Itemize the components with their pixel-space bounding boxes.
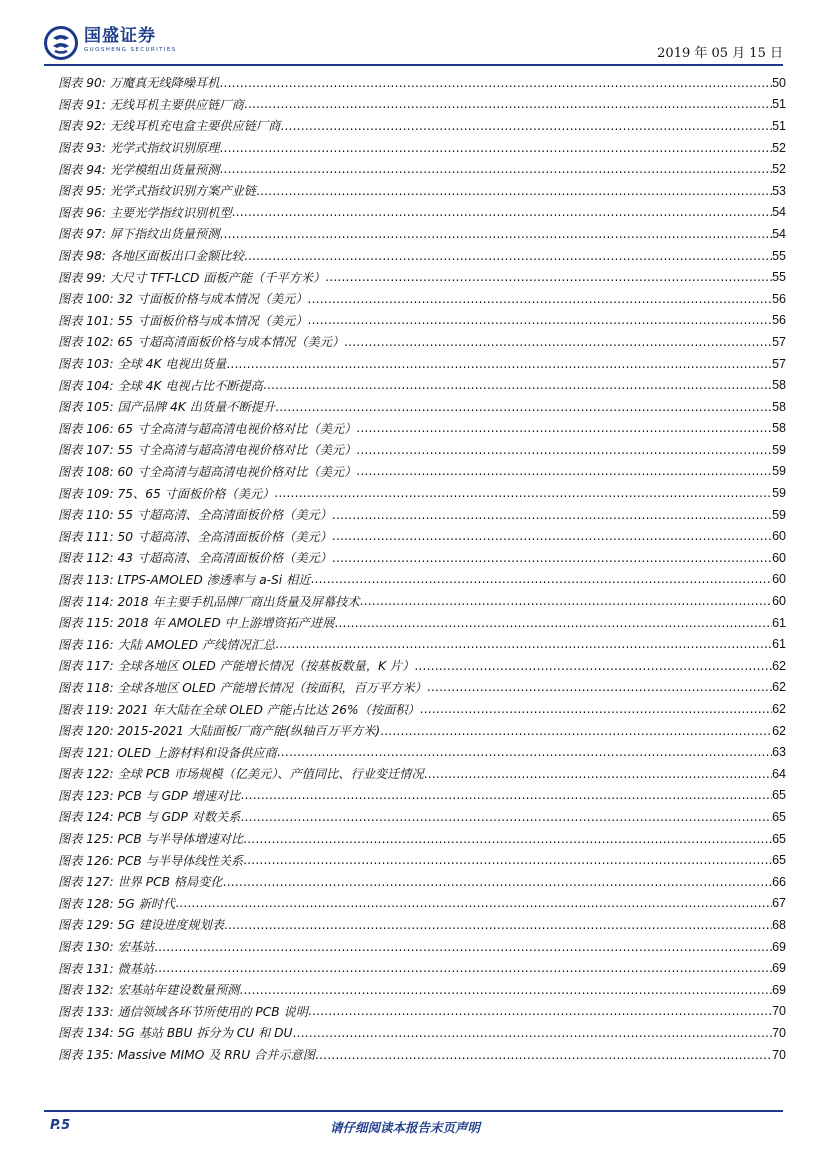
figure-title: 全球 4K 电视占比不断提高 [117, 378, 263, 393]
dot-leader [315, 1048, 772, 1062]
figure-label: 图表 132: [58, 983, 114, 998]
page-ref: 60 [772, 594, 786, 609]
logo-name-en: GUOSHENG SECURITIES [84, 47, 177, 53]
dot-leader [277, 745, 772, 759]
toc-entry[interactable] [58, 655, 786, 677]
dot-leader [224, 918, 772, 932]
figure-title: 大陆 AMOLED 产线情况汇总 [117, 637, 276, 652]
dot-leader [344, 335, 772, 349]
page-ref: 69 [772, 939, 786, 954]
page-ref: 70 [772, 1047, 786, 1062]
page-ref: 60 [772, 550, 786, 565]
dot-leader [310, 572, 772, 586]
toc-entry[interactable] [58, 115, 786, 137]
dot-leader [244, 249, 772, 263]
page-ref: 61 [772, 615, 786, 630]
figure-title: 无线耳机主要供应链厂商 [109, 97, 244, 112]
dot-leader [219, 162, 772, 176]
page-ref: 62 [772, 723, 786, 738]
dot-leader [240, 810, 772, 824]
toc-entry[interactable] [58, 1001, 786, 1023]
figure-label: 图表 101: [58, 313, 114, 328]
dot-leader [274, 486, 772, 500]
figure-label: 图表 128: [58, 896, 114, 911]
toc-entry[interactable] [58, 396, 786, 418]
dot-leader [275, 400, 772, 414]
dot-leader [414, 659, 772, 673]
dot-leader [280, 119, 772, 133]
dot-leader [308, 313, 773, 327]
figure-title: 大尺寸 TFT-LCD 面板产能（千平方米） [109, 270, 326, 285]
toc-entry[interactable] [58, 72, 786, 94]
figure-label: 图表 129: [58, 918, 114, 933]
figure-title: 万魔真无线降噪耳机 [109, 76, 220, 91]
dot-leader [154, 940, 772, 954]
figure-label: 图表 115: [58, 616, 114, 631]
page-ref: 54 [772, 226, 786, 241]
figure-label: 图表 97: [58, 227, 106, 242]
page-ref: 62 [772, 702, 786, 717]
toc-entry[interactable] [58, 871, 786, 893]
page-ref: 59 [772, 486, 786, 501]
figure-label: 图表 98: [58, 249, 106, 264]
figure-title: 微基站 [117, 961, 155, 976]
figure-label: 图表 100: [58, 292, 114, 307]
figure-title: 各地区面板出口金额比较 [109, 249, 244, 264]
figure-label: 图表 122: [58, 767, 114, 782]
toc-entry[interactable] [58, 677, 786, 699]
page-ref: 65 [772, 853, 786, 868]
page-ref: 62 [772, 680, 786, 695]
figure-label: 图表 116: [58, 637, 114, 652]
toc-entry[interactable] [58, 288, 786, 310]
page-ref: 65 [772, 809, 786, 824]
figure-label: 图表 133: [58, 1004, 114, 1019]
toc-entry[interactable] [58, 525, 786, 547]
page-ref: 70 [772, 1025, 786, 1040]
dot-leader [332, 529, 772, 543]
toc-entry[interactable] [58, 806, 786, 828]
dot-leader [427, 680, 772, 694]
toc-entry[interactable] [58, 547, 786, 569]
toc-entry[interactable] [58, 893, 786, 915]
figure-title: 60 寸全高清与超高清电视价格对比（美元） [117, 464, 357, 479]
figure-label: 图表 118: [58, 680, 114, 695]
figure-label: 图表 102: [58, 335, 114, 350]
page-ref: 50 [772, 75, 786, 90]
page-header [44, 22, 783, 66]
dot-leader [219, 76, 772, 90]
dot-leader [263, 378, 772, 392]
dot-leader [424, 767, 772, 781]
toc-entry[interactable] [58, 633, 786, 655]
dot-leader [308, 1004, 772, 1018]
figure-title: 5G 基站 BBU 拆分为 CU 和 DU [117, 1026, 293, 1041]
figure-label: 图表 114: [58, 594, 114, 609]
figure-title: 32 寸面板价格与成本情况（美元） [117, 292, 308, 307]
dot-leader [275, 637, 772, 651]
figure-title: 全球各地区 OLED 产能增长情况（按基板数量，K 片） [117, 659, 415, 674]
page-ref: 53 [772, 183, 786, 198]
figure-title: PCB 与半导体线性关系 [117, 853, 244, 868]
dot-leader [360, 594, 773, 608]
toc-entry[interactable] [58, 94, 786, 116]
toc-entry[interactable] [58, 612, 786, 634]
dot-leader [240, 788, 772, 802]
figure-label: 图表 112: [58, 551, 114, 566]
dot-leader [243, 853, 772, 867]
logo-name-cn: 国盛证券 [84, 26, 156, 46]
figure-label: 图表 123: [58, 788, 114, 803]
figure-title: LTPS-AMOLED 渗透率与 a-Si 相近 [117, 572, 311, 587]
figure-label: 图表 108: [58, 464, 114, 479]
toc-entry[interactable] [58, 828, 786, 850]
dot-leader [232, 205, 772, 219]
page-ref: 59 [772, 464, 786, 479]
page-ref: 56 [772, 313, 786, 328]
dot-leader [154, 961, 772, 975]
toc-entry[interactable] [58, 1044, 786, 1066]
toc-entry[interactable] [58, 914, 786, 936]
figure-label: 图表 99: [58, 270, 106, 285]
figure-title: 55 寸面板价格与成本情况（美元） [117, 313, 308, 328]
figure-title: 宏基站年建设数量预测 [117, 983, 240, 998]
figure-title: 屏下指纹出货量预测 [109, 227, 220, 242]
page-ref: 63 [772, 745, 786, 760]
figure-title: OLED 上游材料和设备供应商 [117, 745, 277, 760]
disclaimer-note: 请仔细阅读本报告末页声明 [330, 1120, 481, 1135]
toc-entry[interactable] [58, 698, 786, 720]
dot-leader [334, 616, 772, 630]
page-ref: 64 [772, 766, 786, 781]
toc-entry[interactable] [58, 763, 786, 785]
figure-title: 2018 年主要手机品牌厂商出货量及屏幕技术 [117, 594, 360, 609]
figure-label: 图表 126: [58, 853, 114, 868]
page-ref: 65 [772, 831, 786, 846]
page-ref: 60 [772, 572, 786, 587]
page-ref: 66 [772, 874, 786, 889]
page-ref: 59 [772, 507, 786, 522]
toc-entry[interactable] [58, 569, 786, 591]
figure-title: 5G 新时代 [117, 896, 176, 911]
toc-entry[interactable] [58, 504, 786, 526]
page-ref: 70 [772, 1004, 786, 1019]
page-ref: 65 [772, 788, 786, 803]
toc-entry[interactable] [58, 158, 786, 180]
toc-entry[interactable] [58, 741, 786, 763]
figure-label: 图表 119: [58, 702, 114, 717]
dot-leader [356, 443, 772, 457]
figure-title: 50 寸超高清、全高清面板价格（美元） [117, 529, 332, 544]
figure-list [58, 72, 786, 1065]
dot-leader [356, 464, 772, 478]
figure-title: 国产品牌 4K 出货量不断提升 [117, 400, 276, 415]
toc-entry[interactable] [58, 245, 786, 267]
dot-leader [219, 227, 772, 241]
toc-entry[interactable] [58, 785, 786, 807]
figure-title: 5G 建设进度规划表 [117, 918, 224, 933]
figure-label: 图表 125: [58, 832, 114, 847]
figure-label: 图表 106: [58, 421, 114, 436]
dot-leader [239, 983, 772, 997]
dot-leader [308, 292, 773, 306]
toc-entry[interactable] [58, 979, 786, 1001]
page-ref: 67 [772, 896, 786, 911]
dot-leader [332, 551, 772, 565]
figure-label: 图表 107: [58, 443, 114, 458]
figure-title: 光学式指纹识别原理 [109, 141, 220, 156]
toc-entry[interactable] [58, 418, 786, 440]
toc-entry[interactable] [58, 331, 786, 353]
dot-leader [219, 141, 772, 155]
figure-label: 图表 117: [58, 659, 114, 674]
figure-label: 图表 109: [58, 486, 114, 501]
toc-entry[interactable] [58, 461, 786, 483]
figure-title: 世界 PCB 格局变化 [117, 875, 223, 890]
figure-title: PCB 与 GDP 增速对比 [117, 788, 241, 803]
header-divider [44, 64, 783, 66]
logo-text [84, 26, 177, 54]
toc-entry[interactable] [58, 180, 786, 202]
figure-title: 全球各地区 OLED 产能增长情况（按面积，百万平方米） [117, 680, 427, 695]
figure-title: 主要光学指纹识别机型 [109, 205, 232, 220]
dot-leader [226, 357, 772, 371]
page-ref: 52 [772, 162, 786, 177]
toc-entry[interactable] [58, 590, 786, 612]
toc-entry[interactable] [58, 374, 786, 396]
figure-title: PCB 与 GDP 对数关系 [117, 810, 241, 825]
page-ref: 62 [772, 658, 786, 673]
figure-label: 图表 124: [58, 810, 114, 825]
figure-label: 图表 105: [58, 400, 114, 415]
figure-label: 图表 95: [58, 184, 106, 199]
figure-label: 图表 120: [58, 724, 114, 739]
figure-label: 图表 130: [58, 940, 114, 955]
dot-leader [292, 1026, 772, 1040]
figure-label: 图表 91: [58, 97, 106, 112]
page-ref: 54 [772, 205, 786, 220]
figure-label: 图表 90: [58, 76, 106, 91]
dot-leader [175, 896, 772, 910]
figure-label: 图表 131: [58, 961, 114, 976]
page-ref: 51 [772, 118, 786, 133]
dot-leader [420, 702, 773, 716]
toc-entry[interactable] [58, 482, 786, 504]
guosheng-logo-icon [44, 26, 78, 60]
figure-title: 65 寸全高清与超高清电视价格对比（美元） [117, 421, 357, 436]
page-ref: 68 [772, 917, 786, 932]
figure-title: 全球 4K 电视出货量 [117, 357, 227, 372]
toc-entry[interactable] [58, 439, 786, 461]
toc-entry[interactable] [58, 957, 786, 979]
page-ref: 52 [772, 140, 786, 155]
figure-title: 55 寸超高清、全高清面板价格（美元） [117, 508, 332, 523]
page-ref: 55 [772, 270, 786, 285]
dot-leader [256, 184, 772, 198]
figure-title: 宏基站 [117, 940, 155, 955]
toc-entry[interactable] [58, 202, 786, 224]
figure-title: 通信领域各环节所使用的 PCB 说明 [117, 1004, 308, 1019]
toc-entry[interactable] [58, 849, 786, 871]
dot-leader [332, 508, 772, 522]
figure-label: 图表 134: [58, 1026, 114, 1041]
figure-label: 图表 96: [58, 205, 106, 220]
toc-entry[interactable] [58, 137, 786, 159]
page-ref: 69 [772, 982, 786, 997]
toc-entry[interactable] [58, 310, 786, 332]
figure-title: 2015-2021 大陆面板厂商产能(纵轴百万平方米) [117, 724, 381, 739]
figure-label: 图表 135: [58, 1048, 114, 1063]
figure-title: 2021 年大陆在全球 OLED 产能占比达 26%（按面积） [117, 702, 420, 717]
figure-title: 无线耳机充电盒主要供应链厂商 [109, 119, 281, 134]
page-ref: 58 [772, 399, 786, 414]
figure-title: 全球 PCB 市场规模（亿美元）、产值同比、行业变迁情况 [117, 767, 424, 782]
page-ref: 61 [772, 637, 786, 652]
toc-entry[interactable] [58, 936, 786, 958]
figure-label: 图表 110: [58, 508, 114, 523]
dot-leader [356, 421, 772, 435]
figure-label: 图表 121: [58, 745, 114, 760]
toc-entry[interactable] [58, 223, 786, 245]
toc-entry[interactable] [58, 720, 786, 742]
page-ref: 56 [772, 291, 786, 306]
page-ref: 60 [772, 529, 786, 544]
figure-label: 图表 103: [58, 357, 114, 372]
figure-title: 光学式指纹识别方案产业链 [109, 184, 256, 199]
page-ref: 69 [772, 961, 786, 976]
figure-title: PCB 与半导体增速对比 [117, 832, 244, 847]
toc-entry[interactable] [58, 1022, 786, 1044]
company-logo [44, 26, 177, 60]
figure-title: 2018 年 AMOLED 中上游增资拓产进展 [117, 616, 335, 631]
page-ref: 57 [772, 356, 786, 371]
figure-title: 43 寸超高清、全高清面板价格（美元） [117, 551, 332, 566]
page-ref: 51 [772, 97, 786, 112]
figure-label: 图表 92: [58, 119, 106, 134]
dot-leader [243, 832, 772, 846]
figure-title: 65 寸超高清面板价格与成本情况（美元） [117, 335, 345, 350]
page-ref: 59 [772, 442, 786, 457]
report-date: 2019 年 05 月 15 日 [657, 46, 783, 61]
figure-label: 图表 104: [58, 378, 114, 393]
figure-label: 图表 113: [58, 572, 114, 587]
dot-leader [325, 270, 772, 284]
figure-title: 75、65 寸面板价格（美元） [117, 486, 275, 501]
figure-label: 图表 127: [58, 875, 114, 890]
figure-title: 光学模组出货量预测 [109, 162, 220, 177]
dot-leader [380, 724, 772, 738]
page-ref: 57 [772, 334, 786, 349]
toc-entry[interactable] [58, 353, 786, 375]
page-number: P.5 [50, 1118, 71, 1133]
footer-divider [44, 1110, 783, 1112]
figure-label: 图表 111: [58, 529, 114, 544]
dot-leader [244, 97, 772, 111]
page-ref: 58 [772, 421, 786, 436]
page-ref: 58 [772, 378, 786, 393]
figure-title: Massive MIMO 及 RRU 合并示意图 [117, 1048, 315, 1063]
figure-label: 图表 94: [58, 162, 106, 177]
figure-label: 图表 93: [58, 141, 106, 156]
page-ref: 55 [772, 248, 786, 263]
figure-title: 55 寸全高清与超高清电视价格对比（美元） [117, 443, 357, 458]
toc-entry[interactable] [58, 266, 786, 288]
dot-leader [223, 875, 773, 889]
